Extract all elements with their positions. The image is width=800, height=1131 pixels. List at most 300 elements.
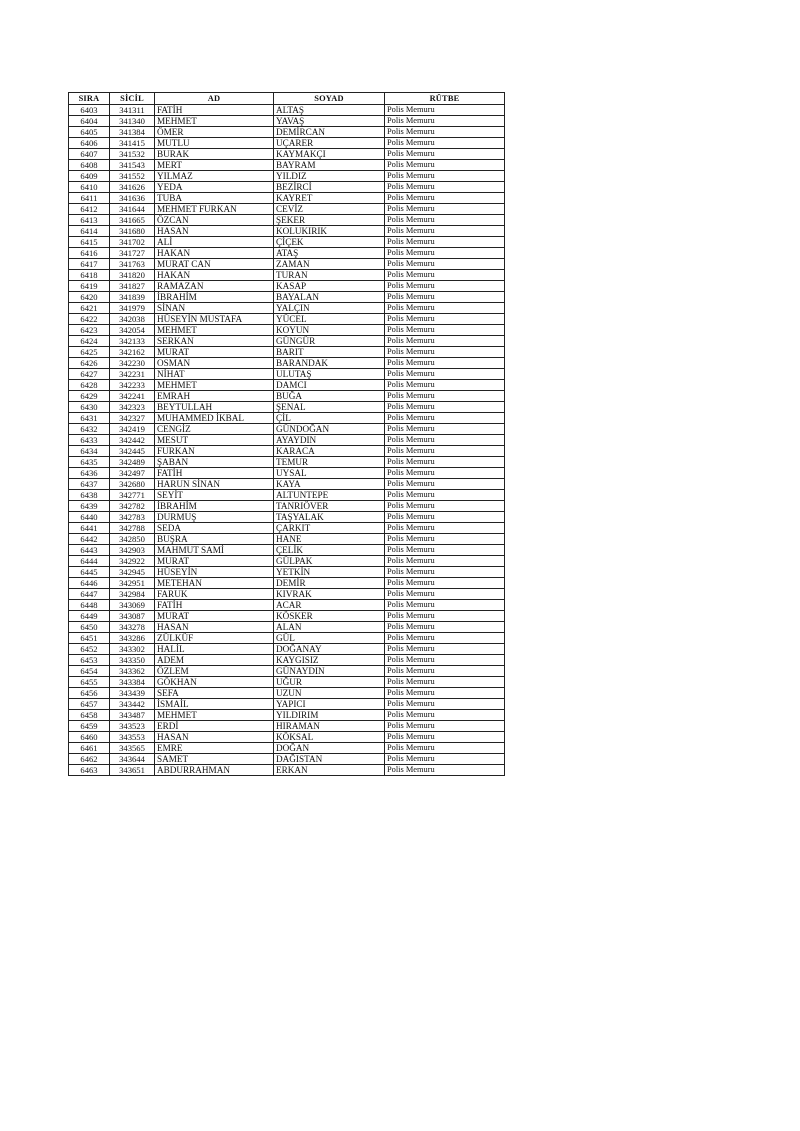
cell-rutbe: Polis Memuru (385, 556, 505, 567)
cell-sira: 6440 (69, 512, 110, 523)
cell-ad: MERT (155, 160, 274, 171)
cell-rutbe: Polis Memuru (385, 622, 505, 633)
cell-soyad: ACAR (274, 600, 385, 611)
cell-soyad: ŞEKER (274, 215, 385, 226)
cell-ad: HAKAN (155, 270, 274, 281)
cell-soyad: BARIT (274, 347, 385, 358)
cell-soyad: ALAN (274, 622, 385, 633)
cell-sicil: 342771 (110, 490, 155, 501)
cell-sira: 6438 (69, 490, 110, 501)
cell-sira: 6412 (69, 204, 110, 215)
cell-rutbe: Polis Memuru (385, 666, 505, 677)
cell-rutbe: Polis Memuru (385, 699, 505, 710)
cell-sicil: 342419 (110, 424, 155, 435)
cell-rutbe: Polis Memuru (385, 193, 505, 204)
cell-sira: 6450 (69, 622, 110, 633)
cell-rutbe: Polis Memuru (385, 743, 505, 754)
table-row (69, 490, 505, 501)
header-sira: SIRA (69, 93, 110, 105)
cell-ad: ALİ (155, 237, 274, 248)
cell-soyad: GÜNDOĞAN (274, 424, 385, 435)
table-row (69, 688, 505, 699)
table-row (69, 446, 505, 457)
cell-soyad: GÜNGÜR (274, 336, 385, 347)
cell-rutbe: Polis Memuru (385, 171, 505, 182)
cell-sicil: 343553 (110, 732, 155, 743)
cell-sira: 6444 (69, 556, 110, 567)
cell-soyad: AYAYDIN (274, 435, 385, 446)
cell-ad: MEHMET (155, 710, 274, 721)
document-page (68, 92, 505, 776)
table-row (69, 303, 505, 314)
cell-sira: 6430 (69, 402, 110, 413)
cell-rutbe: Polis Memuru (385, 611, 505, 622)
cell-sira: 6436 (69, 468, 110, 479)
table-row (69, 281, 505, 292)
cell-ad: HASAN (155, 732, 274, 743)
cell-rutbe: Polis Memuru (385, 710, 505, 721)
table-row (69, 721, 505, 732)
cell-ad: İBRAHİM (155, 292, 274, 303)
cell-rutbe: Polis Memuru (385, 237, 505, 248)
cell-ad: YILMAZ (155, 171, 274, 182)
cell-ad: MUTLU (155, 138, 274, 149)
cell-sicil: 342903 (110, 545, 155, 556)
cell-ad: FATİH (155, 468, 274, 479)
table-row (69, 182, 505, 193)
table-row (69, 435, 505, 446)
cell-rutbe: Polis Memuru (385, 336, 505, 347)
cell-sira: 6451 (69, 633, 110, 644)
table-row (69, 611, 505, 622)
table-row (69, 314, 505, 325)
cell-sira: 6416 (69, 248, 110, 259)
cell-sira: 6459 (69, 721, 110, 732)
cell-sira: 6439 (69, 501, 110, 512)
cell-sira: 6429 (69, 391, 110, 402)
cell-rutbe: Polis Memuru (385, 281, 505, 292)
cell-ad: SİNAN (155, 303, 274, 314)
table-row (69, 413, 505, 424)
cell-soyad: ERKAN (274, 765, 385, 776)
cell-ad: ABDURRAHMAN (155, 765, 274, 776)
table-row (69, 391, 505, 402)
table-row (69, 226, 505, 237)
cell-sicil: 343087 (110, 611, 155, 622)
cell-soyad: YILDIZ (274, 171, 385, 182)
cell-sicil: 341680 (110, 226, 155, 237)
cell-soyad: ÇİÇEK (274, 237, 385, 248)
table-row (69, 644, 505, 655)
cell-sicil: 343350 (110, 655, 155, 666)
cell-ad: DURMUŞ (155, 512, 274, 523)
cell-soyad: DOĞAN (274, 743, 385, 754)
cell-soyad: YALÇIN (274, 303, 385, 314)
cell-sira: 6431 (69, 413, 110, 424)
table-row (69, 193, 505, 204)
cell-sicil: 343439 (110, 688, 155, 699)
table-row (69, 237, 505, 248)
cell-rutbe: Polis Memuru (385, 732, 505, 743)
cell-soyad: KOLUKIRIK (274, 226, 385, 237)
cell-ad: FATİH (155, 600, 274, 611)
cell-sira: 6411 (69, 193, 110, 204)
cell-sira: 6461 (69, 743, 110, 754)
cell-soyad: ULUTAŞ (274, 369, 385, 380)
cell-rutbe: Polis Memuru (385, 677, 505, 688)
cell-sira: 6445 (69, 567, 110, 578)
cell-sira: 6460 (69, 732, 110, 743)
table-row (69, 358, 505, 369)
cell-sicil: 341727 (110, 248, 155, 259)
cell-rutbe: Polis Memuru (385, 215, 505, 226)
cell-sicil: 343651 (110, 765, 155, 776)
table-row (69, 534, 505, 545)
cell-soyad: KAYMAKÇI (274, 149, 385, 160)
cell-soyad: UĞUR (274, 677, 385, 688)
table-row (69, 556, 505, 567)
table-row (69, 204, 505, 215)
header-soyad: SOYAD (274, 93, 385, 105)
cell-ad: ÖMER (155, 127, 274, 138)
cell-rutbe: Polis Memuru (385, 270, 505, 281)
cell-ad: CENGİZ (155, 424, 274, 435)
cell-soyad: ZAMAN (274, 259, 385, 270)
table-row (69, 248, 505, 259)
cell-ad: SAMET (155, 754, 274, 765)
cell-sicil: 342945 (110, 567, 155, 578)
table-row (69, 699, 505, 710)
cell-rutbe: Polis Memuru (385, 721, 505, 732)
cell-soyad: TAŞYALAK (274, 512, 385, 523)
cell-soyad: KIVRAK (274, 589, 385, 600)
cell-rutbe: Polis Memuru (385, 468, 505, 479)
cell-sicil: 341636 (110, 193, 155, 204)
cell-soyad: HIRAMAN (274, 721, 385, 732)
table-row (69, 105, 505, 116)
cell-soyad: UZUN (274, 688, 385, 699)
cell-sira: 6455 (69, 677, 110, 688)
cell-sira: 6423 (69, 325, 110, 336)
cell-ad: GÖKHAN (155, 677, 274, 688)
header-ad: AD (155, 93, 274, 105)
cell-rutbe: Polis Memuru (385, 248, 505, 259)
table-row (69, 402, 505, 413)
cell-ad: NİHAT (155, 369, 274, 380)
cell-rutbe: Polis Memuru (385, 523, 505, 534)
table-row (69, 171, 505, 182)
cell-sicil: 342497 (110, 468, 155, 479)
cell-soyad: ALTUNTEPE (274, 490, 385, 501)
cell-ad: BURAK (155, 149, 274, 160)
cell-soyad: KOYUN (274, 325, 385, 336)
cell-sicil: 342442 (110, 435, 155, 446)
cell-soyad: ATAŞ (274, 248, 385, 259)
cell-sicil: 341384 (110, 127, 155, 138)
cell-sira: 6420 (69, 292, 110, 303)
cell-sira: 6442 (69, 534, 110, 545)
cell-rutbe: Polis Memuru (385, 446, 505, 457)
cell-sicil: 343523 (110, 721, 155, 732)
cell-sicil: 342489 (110, 457, 155, 468)
cell-ad: ÖZCAN (155, 215, 274, 226)
cell-sira: 6463 (69, 765, 110, 776)
cell-sicil: 342782 (110, 501, 155, 512)
cell-soyad: CEVİZ (274, 204, 385, 215)
cell-ad: ADEM (155, 655, 274, 666)
cell-soyad: ALTAŞ (274, 105, 385, 116)
table-row (69, 479, 505, 490)
cell-sicil: 341827 (110, 281, 155, 292)
cell-ad: MEHMET FURKAN (155, 204, 274, 215)
cell-sira: 6462 (69, 754, 110, 765)
table-row (69, 457, 505, 468)
cell-sira: 6448 (69, 600, 110, 611)
cell-rutbe: Polis Memuru (385, 501, 505, 512)
cell-ad: İSMAİL (155, 699, 274, 710)
cell-sicil: 341644 (110, 204, 155, 215)
cell-sira: 6410 (69, 182, 110, 193)
table-row (69, 292, 505, 303)
cell-soyad: DEMİRCAN (274, 127, 385, 138)
cell-soyad: YETKİN (274, 567, 385, 578)
cell-ad: FARUK (155, 589, 274, 600)
cell-rutbe: Polis Memuru (385, 160, 505, 171)
cell-soyad: ÇELİK (274, 545, 385, 556)
table-row (69, 567, 505, 578)
table-row (69, 380, 505, 391)
cell-sira: 6457 (69, 699, 110, 710)
cell-rutbe: Polis Memuru (385, 402, 505, 413)
cell-sicil: 342680 (110, 479, 155, 490)
cell-soyad: TEMUR (274, 457, 385, 468)
cell-soyad: TURAN (274, 270, 385, 281)
cell-rutbe: Polis Memuru (385, 754, 505, 765)
cell-sira: 6427 (69, 369, 110, 380)
cell-ad: MEHMET (155, 116, 274, 127)
header-rutbe: RÜTBE (385, 93, 505, 105)
cell-rutbe: Polis Memuru (385, 545, 505, 556)
cell-sira: 6407 (69, 149, 110, 160)
cell-ad: HÜSEYİN MUSTAFA (155, 314, 274, 325)
cell-ad: HASAN (155, 622, 274, 633)
cell-rutbe: Polis Memuru (385, 435, 505, 446)
cell-rutbe: Polis Memuru (385, 325, 505, 336)
cell-ad: HAKAN (155, 248, 274, 259)
cell-soyad: ÇARKIT (274, 523, 385, 534)
cell-sira: 6434 (69, 446, 110, 457)
table-row (69, 666, 505, 677)
table-body (69, 105, 505, 776)
cell-soyad: GÜL (274, 633, 385, 644)
cell-soyad: GÜNAYDIN (274, 666, 385, 677)
cell-sira: 6406 (69, 138, 110, 149)
cell-ad: FATİH (155, 105, 274, 116)
cell-soyad: YAPICI (274, 699, 385, 710)
cell-ad: MURAT (155, 347, 274, 358)
cell-ad: RAMAZAN (155, 281, 274, 292)
cell-sira: 6419 (69, 281, 110, 292)
cell-sicil: 343487 (110, 710, 155, 721)
cell-rutbe: Polis Memuru (385, 369, 505, 380)
cell-ad: MAHMUT SAMİ (155, 545, 274, 556)
cell-rutbe: Polis Memuru (385, 391, 505, 402)
cell-sicil: 342231 (110, 369, 155, 380)
cell-ad: HALİL (155, 644, 274, 655)
cell-ad: ŞABAN (155, 457, 274, 468)
cell-ad: MURAT (155, 556, 274, 567)
table-row (69, 600, 505, 611)
cell-sicil: 342788 (110, 523, 155, 534)
cell-rutbe: Polis Memuru (385, 138, 505, 149)
cell-sicil: 342038 (110, 314, 155, 325)
table-row (69, 424, 505, 435)
cell-sicil: 341532 (110, 149, 155, 160)
cell-ad: BUŞRA (155, 534, 274, 545)
table-row (69, 468, 505, 479)
cell-soyad: DAĞISTAN (274, 754, 385, 765)
cell-sicil: 341311 (110, 105, 155, 116)
cell-ad: ZÜLKÜF (155, 633, 274, 644)
cell-rutbe: Polis Memuru (385, 534, 505, 545)
cell-soyad: HANE (274, 534, 385, 545)
cell-rutbe: Polis Memuru (385, 655, 505, 666)
cell-sicil: 343565 (110, 743, 155, 754)
cell-ad: SEFA (155, 688, 274, 699)
table-row (69, 325, 505, 336)
cell-soyad: UYSAL (274, 468, 385, 479)
table-row (69, 215, 505, 226)
cell-sicil: 342850 (110, 534, 155, 545)
table-row (69, 347, 505, 358)
cell-sicil: 341543 (110, 160, 155, 171)
table-row (69, 523, 505, 534)
table-row (69, 655, 505, 666)
cell-rutbe: Polis Memuru (385, 567, 505, 578)
cell-soyad: BARANDAK (274, 358, 385, 369)
cell-rutbe: Polis Memuru (385, 479, 505, 490)
table-row (69, 677, 505, 688)
cell-sicil: 342922 (110, 556, 155, 567)
cell-ad: EMRAH (155, 391, 274, 402)
cell-rutbe: Polis Memuru (385, 127, 505, 138)
cell-ad: HARUN SİNAN (155, 479, 274, 490)
cell-sira: 6418 (69, 270, 110, 281)
cell-rutbe: Polis Memuru (385, 633, 505, 644)
cell-ad: EMRE (155, 743, 274, 754)
cell-sira: 6425 (69, 347, 110, 358)
cell-sira: 6405 (69, 127, 110, 138)
cell-soyad: UÇARER (274, 138, 385, 149)
cell-rutbe: Polis Memuru (385, 512, 505, 523)
cell-rutbe: Polis Memuru (385, 490, 505, 501)
cell-sicil: 341839 (110, 292, 155, 303)
cell-soyad: KÖKSAL (274, 732, 385, 743)
cell-ad: METEHAN (155, 578, 274, 589)
cell-rutbe: Polis Memuru (385, 765, 505, 776)
cell-soyad: YAVAŞ (274, 116, 385, 127)
cell-sira: 6432 (69, 424, 110, 435)
cell-sira: 6408 (69, 160, 110, 171)
table-row (69, 501, 505, 512)
table-row (69, 743, 505, 754)
cell-ad: ÖZLEM (155, 666, 274, 677)
cell-sicil: 342783 (110, 512, 155, 523)
cell-soyad: YILDIRIM (274, 710, 385, 721)
cell-soyad: DAMCI (274, 380, 385, 391)
cell-ad: YEDA (155, 182, 274, 193)
cell-sicil: 343362 (110, 666, 155, 677)
table-row (69, 270, 505, 281)
cell-ad: MESUT (155, 435, 274, 446)
cell-soyad: KAYA (274, 479, 385, 490)
cell-ad: MURAT (155, 611, 274, 622)
cell-sira: 6415 (69, 237, 110, 248)
cell-rutbe: Polis Memuru (385, 644, 505, 655)
cell-sira: 6458 (69, 710, 110, 721)
cell-rutbe: Polis Memuru (385, 204, 505, 215)
cell-sicil: 343278 (110, 622, 155, 633)
cell-sicil: 342054 (110, 325, 155, 336)
cell-sicil: 341415 (110, 138, 155, 149)
cell-sira: 6433 (69, 435, 110, 446)
cell-sira: 6437 (69, 479, 110, 490)
cell-rutbe: Polis Memuru (385, 149, 505, 160)
cell-sicil: 341763 (110, 259, 155, 270)
cell-sicil: 343286 (110, 633, 155, 644)
cell-sira: 6456 (69, 688, 110, 699)
cell-ad: HASAN (155, 226, 274, 237)
cell-soyad: ÇİL (274, 413, 385, 424)
cell-ad: İBRAHİM (155, 501, 274, 512)
cell-sicil: 342233 (110, 380, 155, 391)
table-row (69, 259, 505, 270)
cell-rutbe: Polis Memuru (385, 314, 505, 325)
cell-sicil: 341665 (110, 215, 155, 226)
cell-sicil: 341626 (110, 182, 155, 193)
cell-sicil: 342162 (110, 347, 155, 358)
cell-rutbe: Polis Memuru (385, 347, 505, 358)
cell-rutbe: Polis Memuru (385, 116, 505, 127)
table-row (69, 633, 505, 644)
personnel-table (68, 92, 505, 776)
cell-sira: 6452 (69, 644, 110, 655)
cell-soyad: BAYALAN (274, 292, 385, 303)
cell-ad: HÜSEYİN (155, 567, 274, 578)
cell-sira: 6409 (69, 171, 110, 182)
table-row (69, 589, 505, 600)
cell-rutbe: Polis Memuru (385, 380, 505, 391)
table-header-row (69, 93, 505, 105)
cell-soyad: BEZİRCİ (274, 182, 385, 193)
table-row (69, 127, 505, 138)
cell-ad: FURKAN (155, 446, 274, 457)
cell-sira: 6424 (69, 336, 110, 347)
cell-soyad: KAYRET (274, 193, 385, 204)
cell-sicil: 342445 (110, 446, 155, 457)
cell-rutbe: Polis Memuru (385, 182, 505, 193)
cell-sira: 6426 (69, 358, 110, 369)
cell-rutbe: Polis Memuru (385, 413, 505, 424)
cell-ad: ERDİ (155, 721, 274, 732)
table-row (69, 160, 505, 171)
cell-rutbe: Polis Memuru (385, 457, 505, 468)
table-row (69, 545, 505, 556)
cell-rutbe: Polis Memuru (385, 578, 505, 589)
cell-sira: 6454 (69, 666, 110, 677)
cell-rutbe: Polis Memuru (385, 358, 505, 369)
cell-rutbe: Polis Memuru (385, 688, 505, 699)
